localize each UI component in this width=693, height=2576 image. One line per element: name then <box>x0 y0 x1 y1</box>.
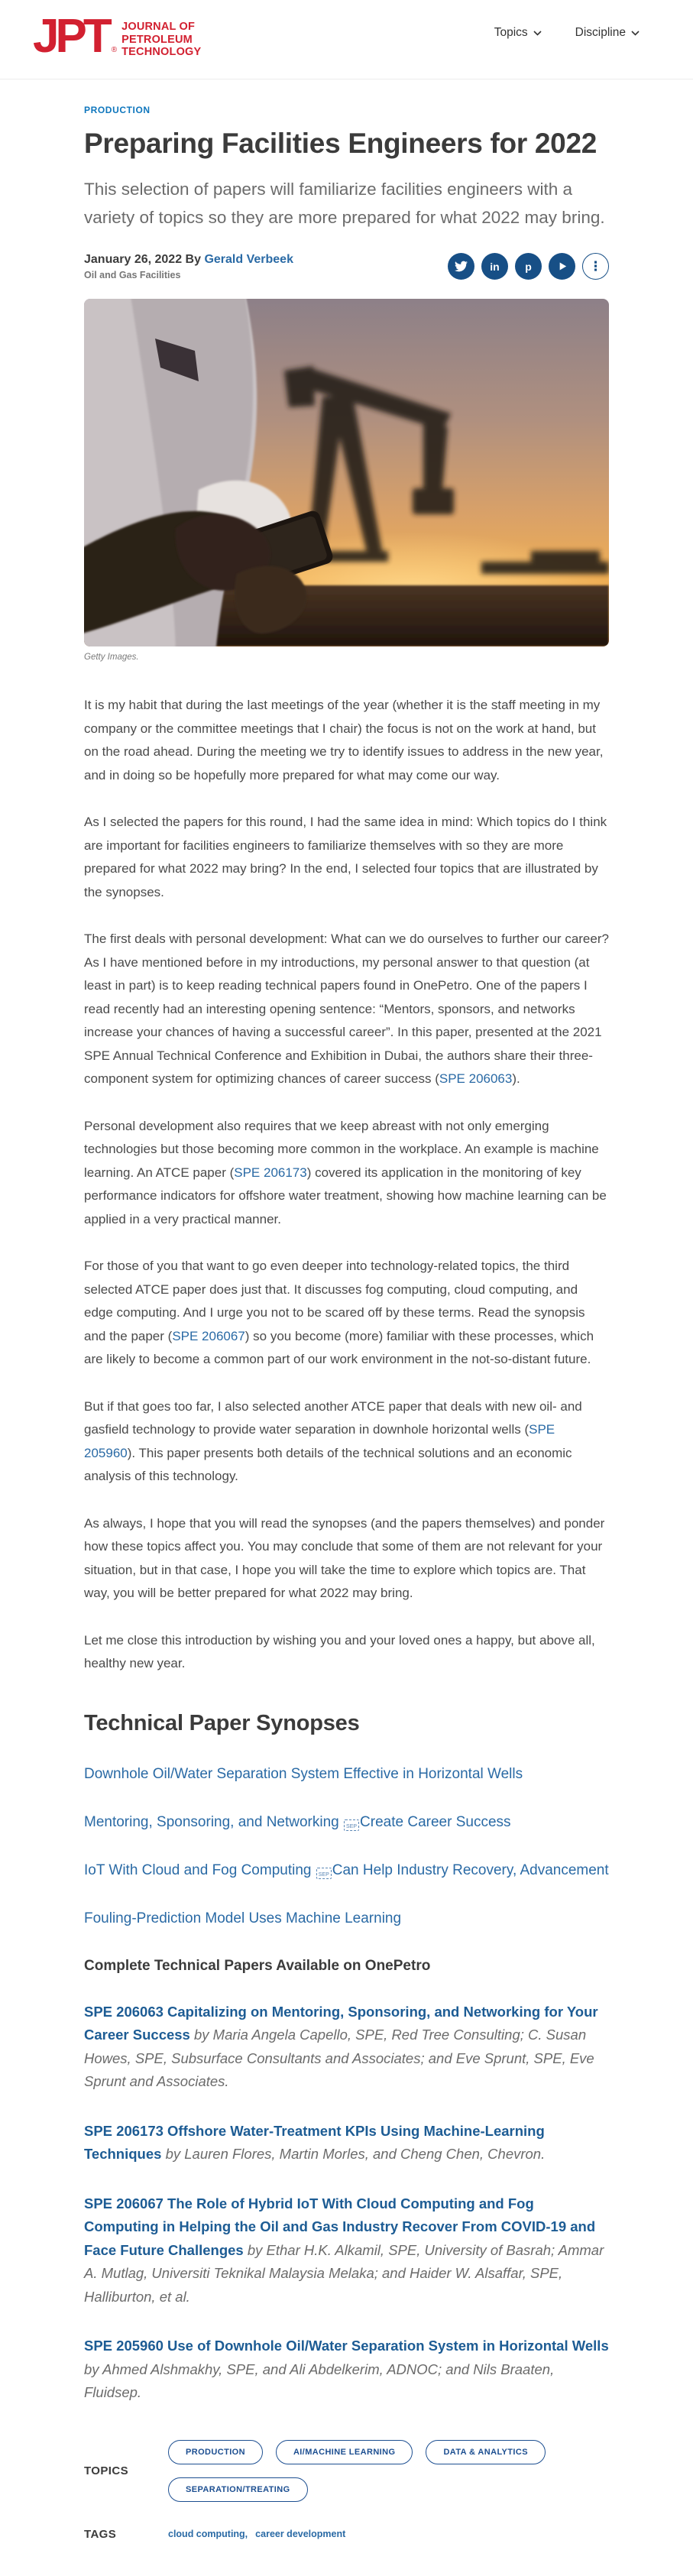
synopsis-link-downhole-separation[interactable] <box>84 1765 609 1784</box>
logo-line-1: JOURNAL OF <box>121 21 196 33</box>
paper-title-link[interactable]: SPE 206067 The Role of Hybrid IoT With Cloud Computing and Fog Computing in Helping the Oil and Gas Industry Recover From COVID-19 and Face Future Challenges <box>84 2195 596 2258</box>
spe-205960-link[interactable]: SPE 205960 <box>84 1422 555 1460</box>
hero-image <box>84 299 609 646</box>
paper-entry-206173 <box>84 2120 609 2166</box>
twitter-icon <box>455 260 468 273</box>
synopses-heading: Technical Paper Synopses <box>84 1710 360 1735</box>
sep-tofu-glyph: SEP <box>316 1868 332 1879</box>
site-header <box>0 0 693 79</box>
paper-entry-206067 <box>84 2192 609 2309</box>
topics-row <box>84 2440 609 2502</box>
tag-links <box>168 2529 345 2539</box>
paragraph-6 <box>84 1395 609 1489</box>
byline <box>84 253 293 280</box>
youtube-icon <box>555 260 568 273</box>
synopsis-link-text: Fouling-Prediction Model Uses Machine Learning <box>84 1910 402 1926</box>
synopsis-link-text: IoT With Cloud and Fog Computing <box>84 1862 316 1878</box>
synopsis-link-fouling-prediction[interactable] <box>84 1910 609 1928</box>
paragraph-1: It is my habit that during the last meetings of the year (whether it is the staff meeting in my company or the committee meetings that I chair) the focus is not on the work at hand, but on the road ahead. During the meeting we try to identify issues to address in the new year, and in doing so be hopefully more prepared for what may come our way. <box>84 698 604 783</box>
spe-206063-link[interactable]: SPE 206063 <box>439 1071 513 1086</box>
logo-line-2: PETROLEUM <box>121 33 193 46</box>
logo-line-3: TECHNOLOGY <box>121 46 202 58</box>
linkedin-icon: in <box>490 260 500 273</box>
pinterest-share-button[interactable] <box>515 253 542 280</box>
more-share-button[interactable] <box>582 253 609 280</box>
topic-pill-production[interactable]: PRODUCTION <box>168 2440 263 2464</box>
topic-pill-data-analytics[interactable]: DATA & ANALYTICS <box>426 2440 546 2464</box>
onepetro-heading: Complete Technical Papers Available on OnePetro <box>84 1957 431 1974</box>
main-nav <box>494 26 640 40</box>
spe-206173-link[interactable]: SPE 206173 <box>234 1165 307 1180</box>
tags-row <box>84 2528 609 2541</box>
synopsis-link-text: Mentoring, Sponsoring, and Networking <box>84 1813 344 1830</box>
registered-mark: ® <box>111 45 118 54</box>
paper-authors: by Lauren Flores, Martin Morles, and Cheng Chen, Chevron. <box>161 2146 546 2162</box>
paper-entry-205960 <box>84 2335 609 2405</box>
synopsis-link-text: Create Career Success <box>360 1813 511 1830</box>
synopsis-link-mentoring[interactable] <box>84 1813 609 1832</box>
article-date: January 26, 2022 <box>84 253 183 266</box>
nav-topics-label: Topics <box>494 26 528 39</box>
author-link[interactable]: Gerald Verbeek <box>204 253 293 266</box>
youtube-share-button[interactable] <box>549 253 575 280</box>
hero-figure <box>84 299 609 662</box>
paper-authors: by Maria Angela Capello, SPE, Red Tree Consulting; C. Susan Howes, SPE, Subsurface Consultants and Associates; and Eve Sprunt, SPE, Eve Sprunt and Associates. <box>84 2027 594 2089</box>
nav-topics[interactable] <box>494 26 542 40</box>
spe-206067-link[interactable]: SPE 206067 <box>172 1328 245 1343</box>
paragraph-3-tail: ). <box>512 1071 520 1086</box>
linkedin-share-button[interactable] <box>481 253 508 280</box>
paragraph-5 <box>84 1255 609 1372</box>
image-caption: Getty Images. <box>84 653 139 662</box>
jpt-logo-mark: JPT <box>33 10 108 63</box>
publication-name: Oil and Gas Facilities <box>84 270 181 280</box>
paragraph-6-tail: ). This paper presents both details of the technical solutions and an economic analysis of this technology. <box>84 1445 572 1483</box>
tag-career-development[interactable]: career development <box>255 2529 346 2539</box>
jpt-logo-wordmark <box>121 21 201 59</box>
paragraph-5-tail: ) so you become (more) familiar with these processes, which are likely to become a common part of our work environment in the not-so-distant future. <box>84 1328 594 1366</box>
paper-title-link[interactable]: SPE 205960 Use of Downhole Oil/Water Separation System in Horizontal Wells <box>84 2338 609 2354</box>
jpt-logo[interactable] <box>33 10 202 63</box>
tags-label: TAGS <box>84 2527 117 2541</box>
paper-authors: by Ethar H.K. Alkamil, SPE, University of Basrah; Ammar A. Mutlag, Universiti Teknikal Malaysia Melaka; and Haider W. Alsaffar, SPE, Halliburton, et al. <box>84 2241 604 2305</box>
paragraph-5-text: For those of you that want to go even deeper into technology-related topics, the third selected ATCE paper does just that. It discusses fog computing, cloud computing, and edge computing. And I urge you not to be scared off by these terms. Read the synopsis and the paper ( <box>84 1259 585 1343</box>
nav-discipline[interactable] <box>575 26 640 40</box>
topic-pill-separation-treating[interactable]: SEPARATION/TREATING <box>168 2477 308 2502</box>
chevron-down-icon <box>631 31 640 36</box>
paragraph-6-text: But if that goes too far, I also selected another ATCE paper that deals with new oil- and gasfield technology to provide water separation in downhole horizontal wells ( <box>84 1398 582 1437</box>
paper-title-link[interactable]: SPE 206063 Capitalizing on Mentoring, Sponsoring, and Networking for Your Career Success <box>84 2003 598 2043</box>
synopsis-link-text: Downhole Oil/Water Separation System Effective in Horizontal Wells <box>84 1765 523 1782</box>
nav-discipline-label: Discipline <box>575 26 626 39</box>
article-subtitle: This selection of papers will familiarize facilities engineers with a variety of topics so they are more prepared for what 2022 may bring. <box>84 180 605 227</box>
pinterest-icon: p <box>525 260 532 273</box>
paper-entry-206063 <box>84 2001 609 2094</box>
social-share-bar <box>448 253 609 280</box>
paper-authors: by Ahmed Alshmakhy, SPE, and Ali Abdelkerim, ADNOC; and Nils Braaten, Fluidsep. <box>84 2361 555 2400</box>
paper-title-link[interactable]: SPE 206173 Offshore Water-Treatment KPIs Using Machine-Learning Techniques <box>84 2122 545 2162</box>
topic-pill-ai-machine-learning[interactable]: AI/MACHINE LEARNING <box>276 2440 413 2464</box>
paragraph-4-text: Personal development also requires that we keep abreast with not only emerging technologies but those becoming more common in the workplace. An example is machine learning. An ATCE paper ( <box>84 1118 599 1180</box>
paragraph-2: As I selected the papers for this round, I had the same idea in mind: Which topics do I think are important for facilities engineers to familiarize themselves with so they are more prepared for what 2022 may bring? In the end, I selected four topics that are illustrated by the synopses. <box>84 815 607 899</box>
paragraph-3-text: The first deals with personal development: What can we do ourselves to further our career? As I have mentioned before in my introductions, my personal answer to that question (at least in part) is to keep reading technical papers found in OnePetro. One of the papers I read recently had an interesting opening sentence: “Mentors, sponsors, and networks increase your chances of having a successful career”. In this paper, presented at the 2021 SPE Annual Technical Conference and Exhibition in Dubai, the authors share their three-component system for optimizing chances of career success ( <box>84 932 609 1086</box>
paragraph-7: As always, I hope that you will read the synopses (and the papers themselves) and ponder how these topics affect you. You may conclude that some of them are not relevant for your situation, but in that case, I hope you will take the time to explore which topics are. That way, you will be better prepared for what 2022 may bring. <box>84 1515 605 1600</box>
chevron-down-icon <box>533 31 542 36</box>
by-label: By <box>185 253 201 266</box>
paragraph-4 <box>84 1115 609 1232</box>
paragraph-4-tail: ) covered its application in the monitoring of key performance indicators for offshore water treatment, showing how machine learning can be applied in a very practical manner. <box>84 1165 607 1226</box>
page-title: Preparing Facilities Engineers for 2022 <box>84 128 597 159</box>
article <box>84 79 609 2541</box>
topic-pills <box>168 2440 609 2502</box>
topics-label: TOPICS <box>84 2464 128 2477</box>
paragraph-3 <box>84 928 609 1091</box>
paragraph-8: Let me close this introduction by wishing you and your loved ones a happy, but above all, healthy new year. <box>84 1632 595 1670</box>
byline-row <box>84 253 609 280</box>
more-icon: ⋮ <box>589 258 602 274</box>
synopsis-link-text: Can Help Industry Recovery, Advancement <box>332 1862 609 1878</box>
twitter-share-button[interactable] <box>448 253 474 280</box>
tag-cloud-computing[interactable]: cloud computing, <box>168 2529 248 2539</box>
category-link[interactable]: PRODUCTION <box>84 105 151 115</box>
sep-tofu-glyph: SEP <box>344 1819 359 1831</box>
synopsis-link-iot-cloud-fog[interactable] <box>84 1862 609 1880</box>
